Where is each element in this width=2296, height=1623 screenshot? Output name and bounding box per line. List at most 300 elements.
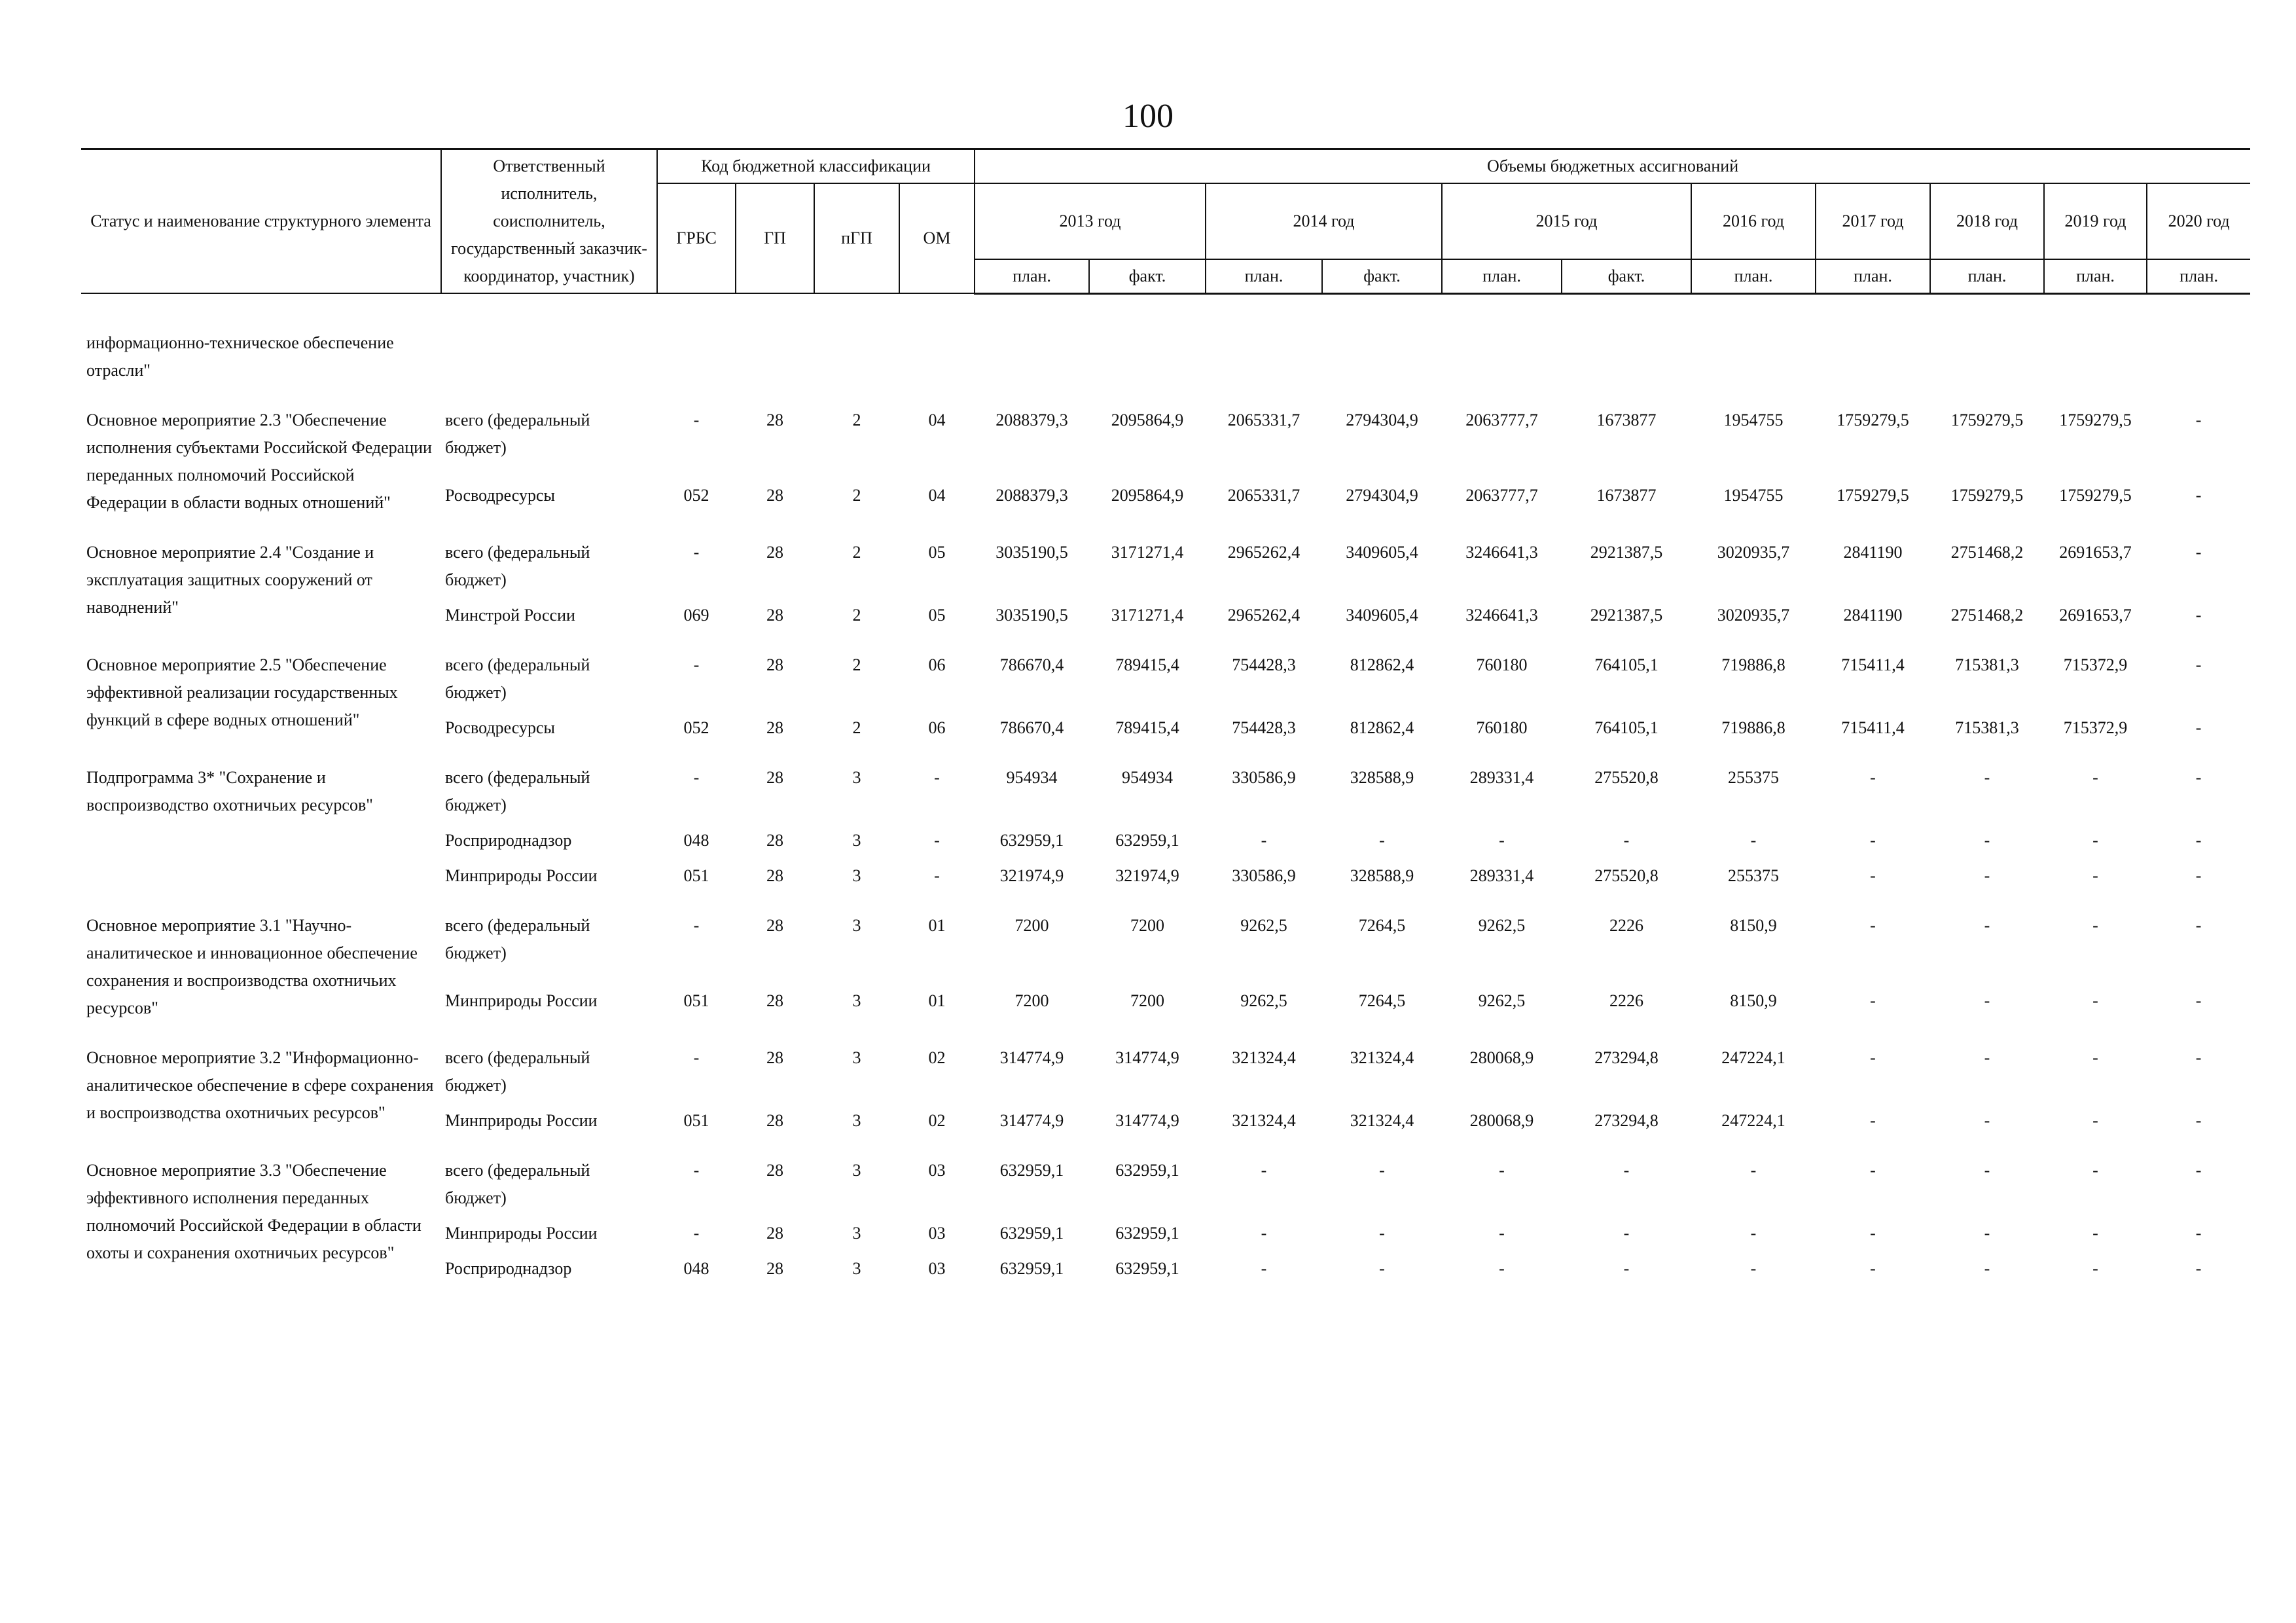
header-pgp: пГП	[814, 183, 899, 293]
amount-cell: -	[2092, 1224, 2098, 1243]
amount-cell: 764105,1	[1594, 655, 1659, 674]
amount-cell: 314774,9	[1115, 1048, 1179, 1067]
amount-cell: 1759279,5	[2059, 486, 2132, 505]
budget-code-cell: 28	[766, 991, 783, 1011]
amount-cell: 760180	[1476, 718, 1528, 737]
amount-cell: 715411,4	[1841, 655, 1905, 674]
budget-code-cell: 03	[928, 1224, 946, 1243]
budget-code-cell: 2	[852, 718, 861, 737]
budget-code-cell: 01	[928, 916, 946, 935]
header-executor: Ответственный исполнитель, соисполнитель, государственный заказчик-координатор, участник)	[441, 149, 657, 294]
amount-cell: 2965262,4	[1227, 606, 1300, 625]
amount-cell: 321974,9	[1115, 866, 1179, 885]
header-year-2017: 2017 год	[1816, 183, 1930, 259]
header-year-2016: 2016 год	[1691, 183, 1816, 259]
amount-cell: 328588,9	[1350, 768, 1414, 787]
amount-cell: -	[1261, 831, 1267, 850]
budget-code-cell: 2	[852, 655, 861, 674]
amount-cell: -	[1984, 991, 1990, 1011]
budget-code-cell: -	[693, 543, 700, 562]
amount-cell: -	[2195, 1161, 2202, 1180]
header-fact-2014: факт.	[1322, 259, 1442, 294]
amount-cell: 3035190,5	[996, 543, 1068, 562]
budget-code-cell: -	[693, 655, 700, 674]
amount-cell: 273294,8	[1594, 1048, 1659, 1067]
amount-cell: -	[1623, 1161, 1630, 1180]
amount-cell: -	[1870, 768, 1876, 787]
amount-cell: -	[2092, 1111, 2098, 1130]
budget-code-cell: -	[693, 768, 700, 787]
amount-cell: 330586,9	[1232, 768, 1296, 787]
amount-cell: 789415,4	[1115, 655, 1179, 674]
amount-cell: 2063777,7	[1465, 486, 1538, 505]
executor-cell: всего (федеральный бюджет)	[445, 1048, 590, 1095]
amount-cell: -	[1984, 866, 1990, 885]
amount-cell: 2751468,2	[1950, 606, 2024, 625]
budget-code-cell: 28	[766, 1111, 783, 1130]
amount-cell: 9262,5	[1240, 991, 1287, 1011]
header-year-2014: 2014 год	[1206, 183, 1442, 259]
amount-cell: 321324,4	[1350, 1111, 1414, 1130]
amount-cell: -	[1261, 1224, 1267, 1243]
amount-cell: 321324,4	[1232, 1111, 1296, 1130]
structural-element-name: Основное мероприятие 2.5 "Обеспечение эффективной реализации государственных функций в сфере водных отношений"	[86, 655, 398, 729]
amount-cell: 7200	[1130, 916, 1164, 935]
budget-code-cell: 048	[683, 1259, 709, 1278]
budget-code-cell: 28	[766, 410, 783, 429]
amount-cell: 954934	[1006, 768, 1058, 787]
budget-code-cell: 02	[928, 1048, 946, 1067]
budget-code-cell: 28	[766, 486, 783, 505]
header-plan-2018: план.	[1930, 259, 2044, 294]
amount-cell: 715411,4	[1841, 718, 1905, 737]
table-header	[81, 149, 2250, 294]
amount-cell: 7200	[1130, 991, 1164, 1011]
amount-cell: 3171271,4	[1111, 606, 1184, 625]
executor-cell: Росприроднадзор	[445, 1259, 572, 1278]
budget-code-cell: 28	[766, 768, 783, 787]
amount-cell: -	[2195, 486, 2202, 505]
amount-cell: 3020935,7	[1717, 606, 1790, 625]
table-row	[81, 908, 2250, 983]
amount-cell: 632959,1	[1115, 1224, 1179, 1243]
amount-cell: -	[1984, 1224, 1990, 1243]
amount-cell: -	[1870, 1048, 1876, 1067]
budget-code-cell: 28	[766, 655, 783, 674]
budget-code-cell: -	[693, 916, 700, 935]
executor-cell: всего (федеральный бюджет)	[445, 1161, 590, 1207]
amount-cell: 2794304,9	[1346, 486, 1418, 505]
executor-cell: всего (федеральный бюджет)	[445, 916, 590, 962]
budget-code-cell: 051	[683, 1111, 709, 1130]
amount-cell: -	[1870, 1224, 1876, 1243]
amount-cell: -	[2195, 866, 2202, 885]
header-status-name: Статус и наименование структурного элемента	[81, 149, 441, 294]
amount-cell: -	[2195, 655, 2202, 674]
amount-cell: 1759279,5	[1837, 486, 1909, 505]
budget-code-cell: 28	[766, 831, 783, 850]
amount-cell: 715372,9	[2063, 718, 2128, 737]
amount-cell: -	[1984, 831, 1990, 850]
budget-code-cell: 2	[852, 410, 861, 429]
budget-code-cell: -	[693, 1224, 700, 1243]
amount-cell: 8150,9	[1730, 916, 1777, 935]
amount-cell: -	[1379, 1161, 1385, 1180]
amount-cell: -	[1499, 1224, 1505, 1243]
page-number: 100	[1122, 98, 1174, 135]
budget-code-cell: 28	[766, 1161, 783, 1180]
amount-cell: -	[1870, 991, 1876, 1011]
amount-cell: 280068,9	[1469, 1048, 1534, 1067]
amount-cell: -	[2195, 1048, 2202, 1067]
amount-cell: 632959,1	[999, 1161, 1064, 1180]
header-plan-2014: план.	[1206, 259, 1322, 294]
amount-cell: -	[1750, 1259, 1757, 1278]
amount-cell: -	[2195, 1259, 2202, 1278]
amount-cell: 7200	[1014, 991, 1049, 1011]
amount-cell: 2691653,7	[2059, 606, 2132, 625]
amount-cell: 314774,9	[999, 1048, 1064, 1067]
amount-cell: 1673877	[1596, 486, 1657, 505]
amount-cell: 7264,5	[1358, 991, 1406, 1011]
amount-cell: 280068,9	[1469, 1111, 1534, 1130]
amount-cell: 2226	[1609, 916, 1643, 935]
amount-cell: 2065331,7	[1227, 410, 1300, 429]
amount-cell: 2841190	[1843, 543, 1903, 562]
header-gp: ГП	[736, 183, 814, 293]
header-fact-2015: факт.	[1562, 259, 1691, 294]
amount-cell: 9262,5	[1478, 991, 1526, 1011]
amount-cell: -	[2195, 410, 2202, 429]
executor-cell: всего (федеральный бюджет)	[445, 655, 590, 702]
amount-cell: -	[2195, 768, 2202, 787]
executor-cell: Минприроды России	[445, 866, 598, 885]
header-plan-2015: план.	[1442, 259, 1562, 294]
table-row	[81, 535, 2250, 598]
executor-cell: Росприроднадзор	[445, 831, 572, 850]
amount-cell: -	[2195, 831, 2202, 850]
amount-cell: 2065331,7	[1227, 486, 1300, 505]
header-plan-2020: план.	[2147, 259, 2250, 294]
header-year-2018: 2018 год	[1930, 183, 2044, 259]
amount-cell: 715381,3	[1955, 655, 2019, 674]
amount-cell: -	[2195, 718, 2202, 737]
structural-element-name: Основное мероприятие 3.1 "Научно-аналитическое и инновационное обеспечение сохранения и воспроизводства охотничьих ресурсов"	[86, 916, 418, 1017]
amount-cell: 275520,8	[1594, 866, 1659, 885]
budget-code-cell: 28	[766, 718, 783, 737]
header-grbs: ГРБС	[657, 183, 736, 293]
amount-cell: 754428,3	[1232, 718, 1296, 737]
amount-cell: -	[1499, 831, 1505, 850]
amount-cell: 632959,1	[999, 1259, 1064, 1278]
structural-element-name: Основное мероприятие 2.4 "Создание и эксплуатация защитных сооружений от наводнений"	[86, 543, 374, 617]
amount-cell: 273294,8	[1594, 1111, 1659, 1130]
amount-cell: 632959,1	[999, 831, 1064, 850]
amount-cell: 2921387,5	[1590, 543, 1663, 562]
table-row	[81, 647, 2250, 710]
amount-cell: 2095864,9	[1111, 410, 1184, 429]
amount-cell: 786670,4	[999, 655, 1064, 674]
amount-cell: 2921387,5	[1590, 606, 1663, 625]
amount-cell: -	[1870, 866, 1876, 885]
budget-code-cell: 3	[852, 1161, 861, 1180]
budget-code-cell: 3	[852, 866, 861, 885]
amount-cell: 255375	[1728, 768, 1779, 787]
budget-code-cell: 04	[928, 486, 946, 505]
header-plan-2017: план.	[1816, 259, 1930, 294]
budget-code-cell: 05	[928, 543, 946, 562]
amount-cell: 321974,9	[999, 866, 1064, 885]
amount-cell: -	[1984, 1048, 1990, 1067]
amount-cell: -	[2092, 831, 2098, 850]
amount-cell: -	[2092, 1048, 2098, 1067]
budget-code-cell: 05	[928, 606, 946, 625]
amount-cell: -	[1261, 1259, 1267, 1278]
header-year-2020: 2020 год	[2147, 183, 2250, 259]
amount-cell: 3020935,7	[1717, 543, 1790, 562]
continuation-text: информационно-техническое обеспечение отрасли"	[86, 333, 394, 380]
budget-code-cell: 28	[766, 543, 783, 562]
budget-code-cell: 3	[852, 831, 861, 850]
amount-cell: 3409605,4	[1346, 543, 1418, 562]
executor-cell: всего (федеральный бюджет)	[445, 543, 590, 589]
amount-cell: -	[1623, 1224, 1630, 1243]
budget-code-cell: -	[693, 1161, 700, 1180]
amount-cell: -	[2092, 991, 2098, 1011]
amount-cell: -	[1984, 1259, 1990, 1278]
amount-cell: 1759279,5	[1950, 486, 2024, 505]
amount-cell: -	[1870, 831, 1876, 850]
header-budget-code: Код бюджетной классификации	[657, 149, 975, 184]
amount-cell: 2794304,9	[1346, 410, 1418, 429]
amount-cell: -	[2195, 991, 2202, 1011]
amount-cell: 314774,9	[1115, 1111, 1179, 1130]
amount-cell: 789415,4	[1115, 718, 1179, 737]
amount-cell: 1759279,5	[1950, 410, 2024, 429]
amount-cell: 3246641,3	[1465, 606, 1538, 625]
amount-cell: 754428,3	[1232, 655, 1296, 674]
amount-cell: -	[1870, 1259, 1876, 1278]
budget-code-cell: 2	[852, 486, 861, 505]
amount-cell: -	[2195, 1224, 2202, 1243]
budget-code-cell: 052	[683, 486, 709, 505]
executor-cell: Минприроды России	[445, 1224, 598, 1243]
amount-cell: 764105,1	[1594, 718, 1659, 737]
amount-cell: 2095864,9	[1111, 486, 1184, 505]
budget-code-cell: 3	[852, 991, 861, 1011]
amount-cell: 9262,5	[1478, 916, 1526, 935]
budget-code-cell: 04	[928, 410, 946, 429]
amount-cell: -	[2195, 916, 2202, 935]
amount-cell: 321324,4	[1350, 1048, 1414, 1067]
amount-cell: -	[1750, 1224, 1757, 1243]
budget-code-cell: -	[934, 866, 940, 885]
budget-code-cell: 051	[683, 991, 709, 1011]
budget-code-cell: 2	[852, 543, 861, 562]
amount-cell: 1759279,5	[1837, 410, 1909, 429]
budget-code-cell: 28	[766, 1048, 783, 1067]
amount-cell: -	[1499, 1161, 1505, 1180]
amount-cell: 2063777,7	[1465, 410, 1538, 429]
amount-cell: 289331,4	[1469, 768, 1534, 787]
budget-code-cell: 3	[852, 1048, 861, 1067]
amount-cell: 760180	[1476, 655, 1528, 674]
amount-cell: 715381,3	[1955, 718, 2019, 737]
amount-cell: -	[2092, 1161, 2098, 1180]
header-fact-2013: факт.	[1089, 259, 1206, 294]
amount-cell: -	[1379, 1259, 1385, 1278]
header-year-2019: 2019 год	[2044, 183, 2147, 259]
budget-code-cell: 052	[683, 718, 709, 737]
budget-code-cell: 3	[852, 1259, 861, 1278]
structural-element-name: Основное мероприятие 3.2 "Информационно-аналитическое обеспечение в сфере сохранения и воспроизводства охотничьих ресурсов"	[86, 1048, 434, 1122]
executor-cell: Росводресурсы	[445, 718, 555, 737]
amount-cell: 321324,4	[1232, 1048, 1296, 1067]
table-body	[81, 293, 2250, 1286]
structural-element-name: Основное мероприятие 2.3 "Обеспечение исполнения субъектами Российской Федерации переданных полномочий Российской Федерации в области водных отношений"	[86, 410, 432, 512]
amount-cell: 2751468,2	[1950, 543, 2024, 562]
amount-cell: -	[1261, 1161, 1267, 1180]
header-year-2015: 2015 год	[1442, 183, 1691, 259]
amount-cell: 632959,1	[1115, 1259, 1179, 1278]
amount-cell: -	[2092, 916, 2098, 935]
amount-cell: 2088379,3	[996, 410, 1068, 429]
budget-code-cell: 01	[928, 991, 946, 1011]
amount-cell: -	[1750, 831, 1757, 850]
budget-code-cell: -	[934, 768, 940, 787]
amount-cell: -	[1379, 1224, 1385, 1243]
amount-cell: 3246641,3	[1465, 543, 1538, 562]
amount-cell: -	[1984, 1111, 1990, 1130]
budget-code-cell: 3	[852, 916, 861, 935]
structural-element-name: Подпрограмма 3* "Сохранение и воспроизводство охотничьих ресурсов"	[86, 768, 373, 814]
header-plan-2016: план.	[1691, 259, 1816, 294]
amount-cell: 2226	[1609, 991, 1643, 1011]
amount-cell: 954934	[1122, 768, 1173, 787]
amount-cell: -	[2092, 1259, 2098, 1278]
budget-code-cell: 06	[928, 655, 946, 674]
executor-cell: Минприроды России	[445, 1111, 598, 1130]
amount-cell: -	[1870, 1161, 1876, 1180]
budget-code-cell: 28	[766, 1224, 783, 1243]
amount-cell: -	[1984, 1161, 1990, 1180]
amount-cell: 7264,5	[1358, 916, 1406, 935]
amount-cell: -	[2195, 606, 2202, 625]
amount-cell: 632959,1	[1115, 1161, 1179, 1180]
header-year-2013: 2013 год	[975, 183, 1206, 259]
budget-code-cell: 2	[852, 606, 861, 625]
amount-cell: -	[2195, 1111, 2202, 1130]
amount-cell: -	[1870, 1111, 1876, 1130]
budget-code-cell: 28	[766, 606, 783, 625]
table-row	[81, 403, 2250, 478]
table-row	[81, 1153, 2250, 1216]
amount-cell: 715372,9	[2063, 655, 2128, 674]
amount-cell: 1954755	[1723, 486, 1784, 505]
amount-cell: 289331,4	[1469, 866, 1534, 885]
budget-code-cell: 28	[766, 916, 783, 935]
amount-cell: 314774,9	[999, 1111, 1064, 1130]
executor-cell: всего (федеральный бюджет)	[445, 768, 590, 814]
amount-cell: 1759279,5	[2059, 410, 2132, 429]
amount-cell: -	[1379, 831, 1385, 850]
budget-code-cell: 3	[852, 1111, 861, 1130]
budget-code-cell: 3	[852, 768, 861, 787]
amount-cell: -	[1870, 916, 1876, 935]
amount-cell: 812862,4	[1350, 718, 1414, 737]
amount-cell: 275520,8	[1594, 768, 1659, 787]
amount-cell: 7200	[1014, 916, 1049, 935]
executor-cell: Минприроды России	[445, 991, 598, 1011]
amount-cell: 328588,9	[1350, 866, 1414, 885]
amount-cell: 8150,9	[1730, 991, 1777, 1011]
amount-cell: 247224,1	[1721, 1048, 1785, 1067]
amount-cell: 632959,1	[1115, 831, 1179, 850]
amount-cell: 2691653,7	[2059, 543, 2132, 562]
budget-code-cell: -	[693, 410, 700, 429]
budget-code-cell: 03	[928, 1259, 946, 1278]
amount-cell: 3409605,4	[1346, 606, 1418, 625]
amount-cell: 2841190	[1843, 606, 1903, 625]
amount-cell: 719886,8	[1721, 655, 1785, 674]
budget-code-cell: 048	[683, 831, 709, 850]
header-plan-2013: план.	[975, 259, 1089, 294]
table-row	[81, 760, 2250, 823]
amount-cell: -	[1984, 768, 1990, 787]
amount-cell: 2088379,3	[996, 486, 1068, 505]
amount-cell: -	[1623, 1259, 1630, 1278]
budget-code-cell: 03	[928, 1161, 946, 1180]
amount-cell: 3171271,4	[1111, 543, 1184, 562]
budget-code-cell: 06	[928, 718, 946, 737]
executor-cell: Росводресурсы	[445, 486, 555, 505]
amount-cell: -	[1984, 916, 1990, 935]
amount-cell: 1673877	[1596, 410, 1657, 429]
amount-cell: -	[2092, 866, 2098, 885]
amount-cell: 719886,8	[1721, 718, 1785, 737]
amount-cell: 255375	[1728, 866, 1779, 885]
amount-cell: 247224,1	[1721, 1111, 1785, 1130]
table-row	[81, 1040, 2250, 1103]
header-plan-2019: план.	[2044, 259, 2147, 294]
amount-cell: -	[2195, 543, 2202, 562]
header-om: ОМ	[899, 183, 975, 293]
amount-cell: -	[1750, 1161, 1757, 1180]
amount-cell: 9262,5	[1240, 916, 1287, 935]
amount-cell: 632959,1	[999, 1224, 1064, 1243]
amount-cell: 786670,4	[999, 718, 1064, 737]
amount-cell: 330586,9	[1232, 866, 1296, 885]
amount-cell: 2965262,4	[1227, 543, 1300, 562]
budget-code-cell: 3	[852, 1224, 861, 1243]
executor-cell: Минстрой России	[445, 606, 575, 625]
amount-cell: -	[1499, 1259, 1505, 1278]
budget-code-cell: 051	[683, 866, 709, 885]
executor-cell: всего (федеральный бюджет)	[445, 410, 590, 457]
amount-cell: -	[2092, 768, 2098, 787]
amount-cell: 3035190,5	[996, 606, 1068, 625]
budget-code-cell: 069	[683, 606, 709, 625]
header-volumes: Объемы бюджетных ассигнований	[975, 149, 2250, 184]
budget-code-cell: 02	[928, 1111, 946, 1130]
budget-table	[81, 148, 2250, 1286]
budget-code-cell: 28	[766, 866, 783, 885]
amount-cell: 1954755	[1723, 410, 1784, 429]
amount-cell: 812862,4	[1350, 655, 1414, 674]
budget-code-cell: -	[693, 1048, 700, 1067]
structural-element-name: Основное мероприятие 3.3 "Обеспечение эффективного исполнения переданных полномочий Российской Федерации в области охоты и сохранения охотничьих ресурсов"	[86, 1161, 422, 1262]
amount-cell: -	[1623, 831, 1630, 850]
